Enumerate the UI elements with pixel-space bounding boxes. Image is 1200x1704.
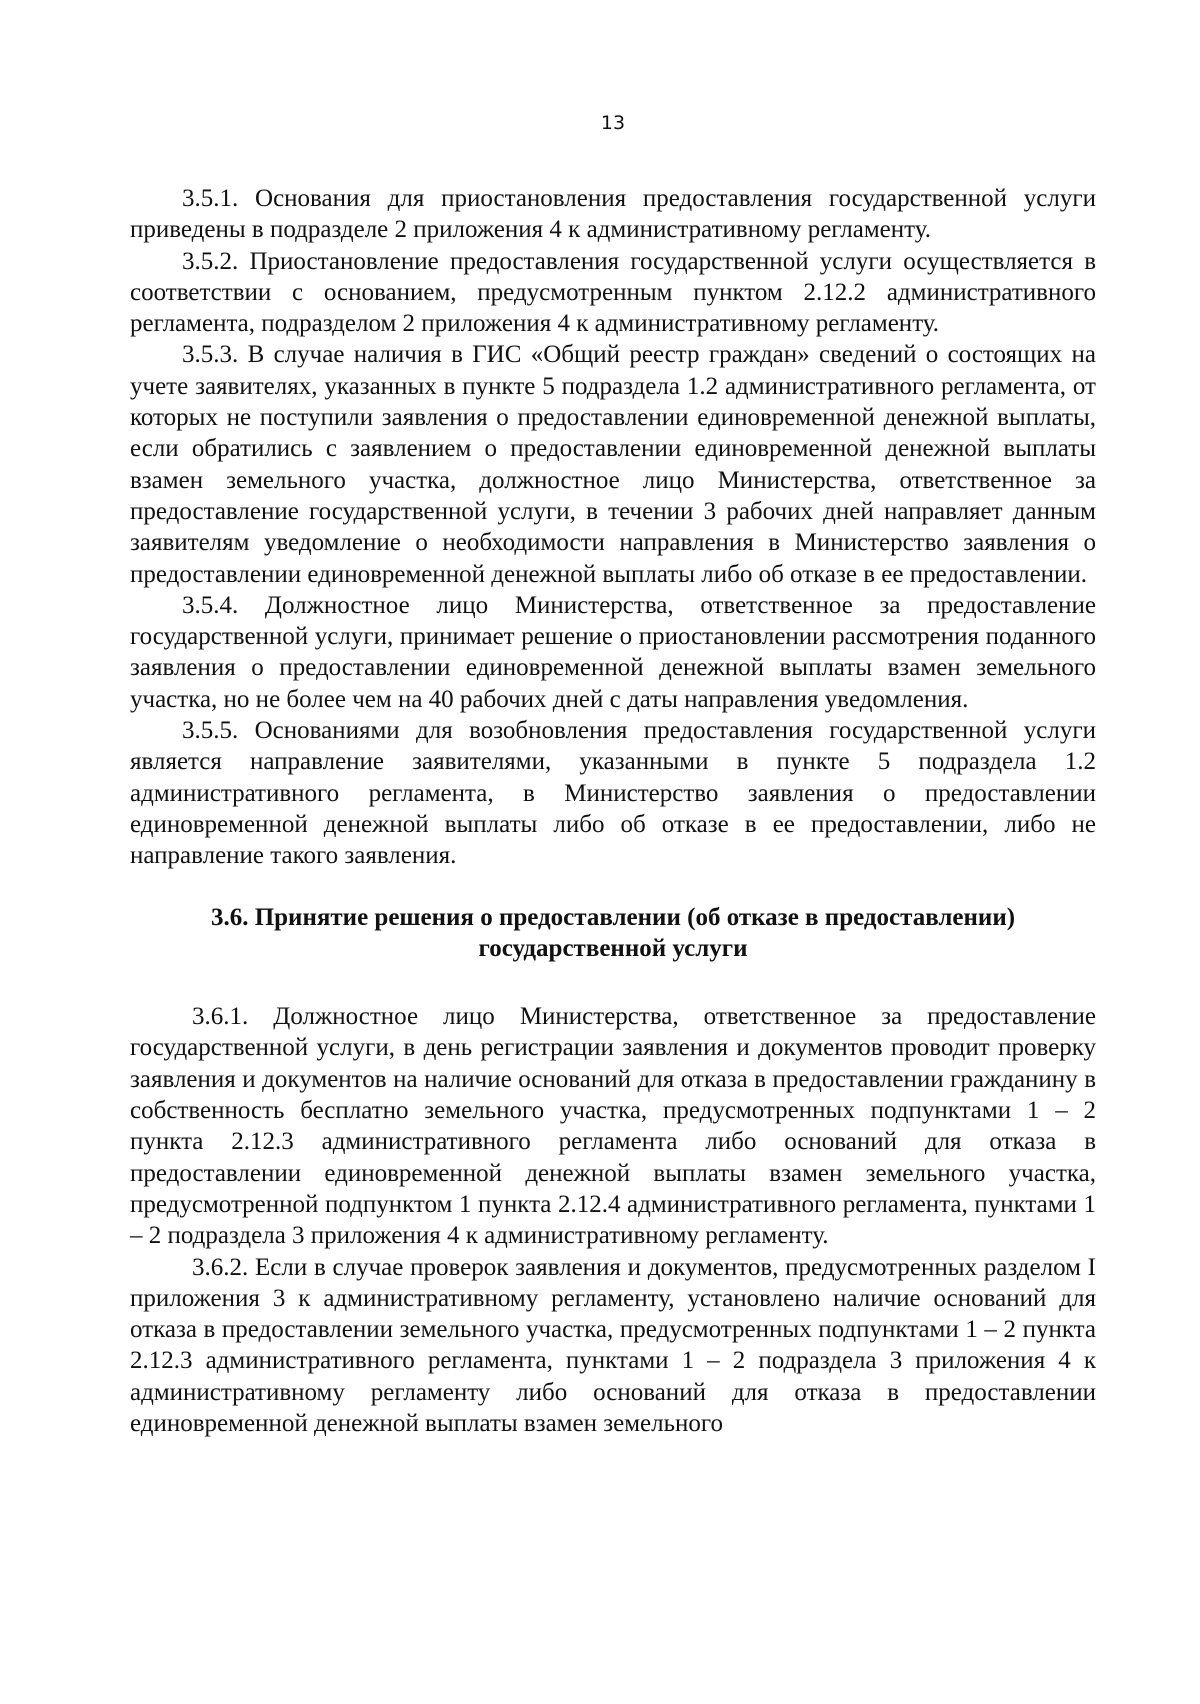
section-heading-line-1: 3.6. Принятие решения о предоставлении (об отказе в предоставлении): [210, 903, 1016, 931]
document-page: [130, 0, 1096, 1704]
paragraph-3-5-4: 3.5.4. Должностное лицо Министерства, ответственное за предоставление государственной услуги, принимает решение о приостановлении рассмотрения поданного заявления о предоставлении единовременной денежной выплаты взамен земельного участка, но не более чем на 40 рабочих дней с даты направления уведомления.: [130, 591, 1096, 713]
document-body: [130, 183, 1096, 1439]
page-number: 13: [600, 112, 626, 134]
section-heading-line-2: государственной услуги: [478, 934, 748, 962]
paragraph-3-5-3: 3.5.3. В случае наличия в ГИС «Общий реестр граждан» сведений о состоящих на учете заявителях, указанных в пункте 5 подраздела 1.2 административного регламента, от которых не поступили заявления о предоставлении единовременной денежной выплаты, если обратились с заявлением о предоставлении единовременной денежной выплаты взамен земельного участка, должностное лицо Министерства, ответственное за предоставление государственной услуги, в течении 3 рабочих дней направляет данным заявителям уведомление о необходимости направления в Министерство заявления о предоставлении единовременной денежной выплаты либо об отказе в ее предоставлении.: [130, 341, 1096, 588]
paragraph-3-5-2: 3.5.2. Приостановление предоставления государственной услуги осуществляется в соответствии с основанием, предусмотренным пунктом 2.12.2 административного регламента, подразделом 2 приложения 4 к административному регламенту.: [130, 247, 1096, 338]
section-heading-3-6: [130, 902, 1096, 965]
paragraph-3-6-1: 3.6.1. Должностное лицо Министерства, ответственное за предоставление государственной услуги, в день регистрации заявления и документов проводит проверку заявления и документов на наличие оснований для отказа в предоставлении гражданину в собственность бесплатно земельного участка, предусмотренных подпунктами 1 – 2 пункта 2.12.3 административного регламента либо оснований для отказа в предоставлении единовременной денежной выплаты взамен земельного участка, предусмотренной подпунктом 1 пункта 2.12.4 административного регламента, пунктами 1 – 2 подраздела 3 приложения 4 к административному регламенту.: [130, 1003, 1096, 1250]
paragraph-3-6-2: 3.6.2. Если в случае проверок заявления и документов, предусмотренных разделом I приложения 3 к административному регламенту, установлено наличие оснований для отказа в предоставлении земельного участка, предусмотренных подпунктами 1 – 2 пункта 2.12.3 административного регламента, пунктами 1 – 2 подраздела 3 приложения 4 к административному регламенту либо оснований для отказа в предоставлении единовременной денежной выплаты взамен земельного: [130, 1253, 1096, 1437]
paragraph-3-5-5: 3.5.5. Основаниями для возобновления предоставления государственной услуги является направление заявителями, указанными в пункте 5 подраздела 1.2 административного регламента, в Министерство заявления о предоставлении единовременной денежной выплаты либо об отказе в ее предоставлении, либо не направление такого заявления.: [130, 717, 1096, 870]
paragraph-3-5-1: 3.5.1. Основания для приостановления предоставления государственной услуги приведены в подразделе 2 приложения 4 к административному регламенту.: [130, 185, 1096, 244]
